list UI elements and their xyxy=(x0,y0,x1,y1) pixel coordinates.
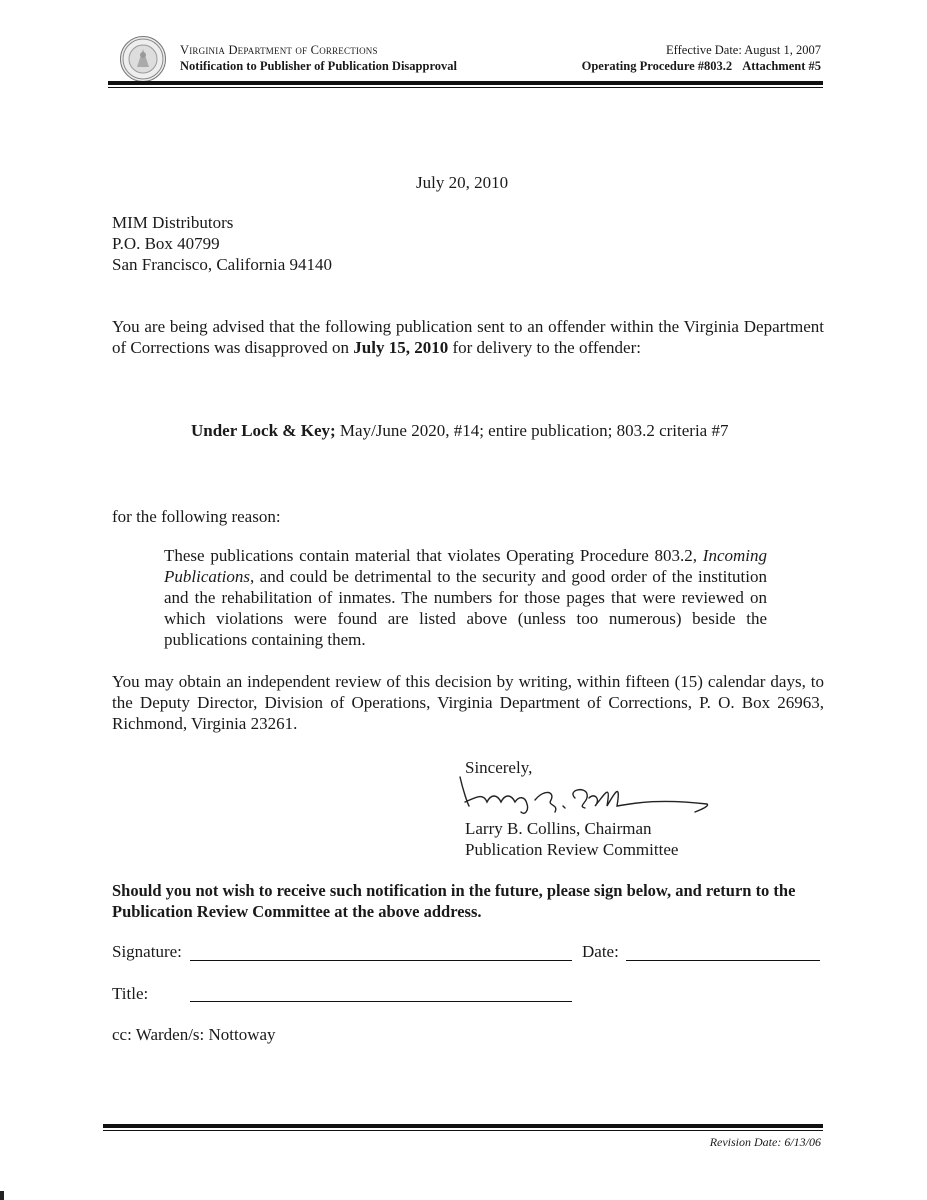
footer-rule-thin xyxy=(103,1130,823,1131)
signer-committee: Publication Review Committee xyxy=(465,840,679,859)
signature-label: Signature: xyxy=(112,942,182,961)
signer-block xyxy=(465,818,678,860)
scan-edge-mark xyxy=(0,1191,4,1200)
intro-text-end: for delivery to the offender: xyxy=(448,338,641,357)
review-paragraph: You may obtain an independent review of this decision by writing, within fifteen (15) calendar days, to the Deputy Director, Division of Operations, Virginia Department of Corrections, P. O. Box 26963, Richmond, Virginia 23261. xyxy=(112,672,824,733)
attachment-number: Attachment #5 xyxy=(742,59,821,73)
signer-name: Larry B. Collins, Chairman xyxy=(465,819,652,838)
header-rule-thin xyxy=(108,87,823,88)
agency-name: Virginia Department of Corrections xyxy=(180,43,378,57)
handwritten-signature xyxy=(455,772,720,824)
publication-title: Under Lock & Key; xyxy=(191,421,336,440)
revision-date: Revision Date: 6/13/06 xyxy=(709,1135,821,1149)
publication-entry xyxy=(191,420,831,441)
title-line[interactable] xyxy=(190,1001,572,1002)
form-title: Notification to Publisher of Publication Disapproval xyxy=(180,59,457,73)
signature-line[interactable] xyxy=(190,960,572,961)
procedure-line xyxy=(582,58,821,74)
procedure-number: Operating Procedure #803.2 xyxy=(581,59,733,73)
letter-date: July 20, 2010 xyxy=(416,173,509,192)
recipient-line-1: MIM Distributors xyxy=(112,213,234,232)
date-label: Date: xyxy=(582,942,619,961)
reason-text-1: These publications contain material that violates Operating Procedure 803.2, xyxy=(164,546,703,565)
date-line[interactable] xyxy=(626,960,820,961)
reason-paragraph xyxy=(164,545,767,650)
closing: Sincerely, xyxy=(465,758,533,777)
reason-intro: for the following reason: xyxy=(112,507,281,526)
cc-line: cc: Warden/s: Nottoway xyxy=(112,1025,276,1044)
header-rule xyxy=(108,81,823,85)
effective-date: Effective Date: August 1, 2007 xyxy=(666,43,821,57)
disapproval-date: July 15, 2010 xyxy=(353,338,449,357)
intro-text: You are being advised that the following publication sent to an offender within the Virginia Department of Corrections was disapproved on xyxy=(112,317,824,357)
publication-details: May/June 2020, #14; entire publication; 803.2 criteria #7 xyxy=(335,421,729,440)
recipient-address xyxy=(112,212,332,275)
recipient-line-2: P.O. Box 40799 xyxy=(112,234,220,253)
recipient-line-3: San Francisco, California 94140 xyxy=(112,255,333,274)
opt-out-notice: Should you not wish to receive such notification in the future, please sign below, and return to the Publication Review Committee at the above address. xyxy=(112,881,796,921)
header-left xyxy=(180,42,457,74)
state-seal-icon xyxy=(120,36,166,82)
reason-procedure-title: Incoming Publications xyxy=(164,546,767,586)
header-right xyxy=(582,42,821,74)
footer-rule xyxy=(103,1124,823,1128)
title-label: Title: xyxy=(112,984,149,1003)
intro-paragraph xyxy=(112,316,824,358)
reason-text-2: , and could be detrimental to the security and good order of the institution and the rehabilitation of inmates. The numbers for those pages that were reviewed on which violations were found are listed above (unless too numerous) beside the publications containing them. xyxy=(164,567,767,649)
